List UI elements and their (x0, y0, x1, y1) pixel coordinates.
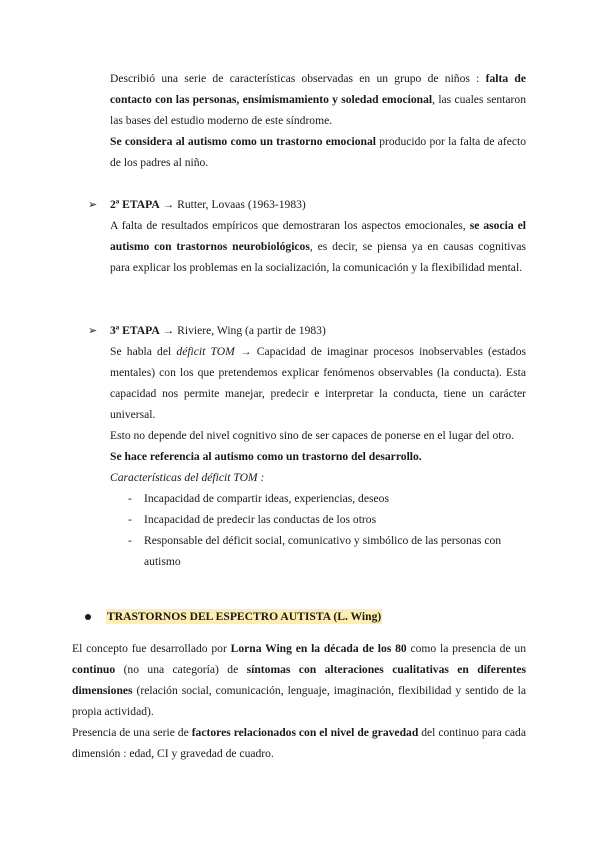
intro-emphasis: Se considera al autismo como un trastorno emocional (110, 135, 376, 148)
bullet-dot-icon (85, 614, 91, 620)
etapa-3-title: 3ª ETAPA (110, 324, 160, 337)
final-paragraph-1 (72, 638, 526, 722)
etapa-2-bold-text: se asocia el autismo con trastornos neurobiológicos (110, 219, 526, 253)
etapa-2-title-line (110, 194, 526, 215)
final-paragraph-2 (72, 722, 526, 764)
etapa-2-authors: Rutter, Lovaas (1963-1983) (177, 198, 306, 211)
etapa-2-paragraph (110, 215, 526, 278)
etapa-3-section (88, 320, 527, 572)
final-text-c: como la presencia de un (406, 642, 526, 655)
etapa-3-paragraph-2: Esto no depende del nivel cognitivo sino de ser capaces de ponerse en el lugar del otro. (110, 429, 515, 442)
tom-characteristics-list (110, 488, 526, 572)
etapa-2-title: 2ª ETAPA (110, 198, 160, 211)
etapa-3-title-line (110, 320, 526, 341)
final-text-h: Presencia de una serie de (72, 726, 192, 739)
final-bold-i: factores relacionados con el nivel de gravedad (191, 726, 419, 739)
right-arrow-icon: → (159, 324, 178, 337)
intro-block (110, 68, 526, 173)
list-item (110, 488, 526, 509)
arrow-bullet-icon: ➢ (88, 198, 98, 211)
intro-text: Describió una serie de características observadas en un grupo de niños : (110, 72, 486, 85)
intro-paragraph-1 (110, 68, 526, 131)
right-arrow-icon: → (234, 345, 257, 358)
etapa-3-text-end: Capacidad de imaginar procesos inobservables (estados mentales) con los que pretendemos explicar fenómenos observables (la conducta). Esta capacidad nos permite manejar, predecir e interpretar la conducta, tiene un carácter universal. (110, 345, 527, 421)
list-item-text: Incapacidad de predecir las conductas de los otros (144, 513, 377, 526)
list-title-text: Características del déficit TOM : (110, 471, 265, 484)
list-item-text: Incapacidad de compartir ideas, experiencias, deseos (144, 492, 389, 505)
etapa-3-authors: Riviere, Wing (a partir de 1983) (177, 324, 326, 337)
list-item (110, 530, 526, 572)
dash-bullet: - (128, 492, 132, 505)
right-arrow-icon: → (159, 198, 178, 211)
highlighted-heading: TRASTORNOS DEL ESPECTRO AUTISTA (L. Wing) (107, 610, 382, 623)
etapa-2-text-end: , es decir, se piensa ya en causas cognitivas para explicar los problemas en la socialización, la comunicación y la flexibilidad mental. (110, 240, 526, 274)
list-item-text: Responsable del déficit social, comunicativo y simbólico de las personas con autismo (144, 534, 502, 568)
final-bold-d: continuo (72, 663, 116, 676)
final-text-j: del continuo para cada dimensión : edad, CI y gravedad de cuadro. (72, 726, 526, 760)
etapa-2-section (88, 194, 526, 278)
list-item (110, 509, 526, 530)
dash-bullet: - (128, 513, 132, 526)
final-bold-b: Lorna Wing en la década de los 80 (230, 642, 407, 655)
arrow-bullet-icon: ➢ (88, 324, 98, 337)
final-text-a: El concepto fue desarrollado por (72, 642, 231, 655)
intro-text-2: producido por la falta de afecto de los padres al niño. (110, 135, 527, 169)
etapa-3-paragraph-3 (110, 446, 526, 467)
final-text-e: (no una categoría) de (115, 663, 247, 676)
etapa-3-text: Se habla del (110, 345, 177, 358)
tea-section-heading (88, 606, 382, 627)
intro-bold-text: falta de contacto con las personas, ensimismamiento y soledad emocional (110, 72, 526, 106)
dash-bullet: - (128, 534, 132, 547)
intro-paragraph-2 (110, 131, 526, 173)
etapa-3-bold-statement: Se hace referencia al autismo como un trastorno del desarrollo. (110, 450, 422, 463)
intro-text-end: , las cuales sentaron las bases del estudio moderno de este síndrome. (110, 93, 527, 127)
final-block (72, 638, 526, 764)
final-bold-f: síntomas con alteraciones cualitativas en diferentes dimensiones (72, 663, 526, 697)
etapa-3-italic-term: déficit TOM (176, 345, 235, 358)
final-text-g: (relación social, comunicación, lenguaje, imaginación, flexibilidad y sentido de la propia actividad). (72, 684, 526, 718)
etapa-3-paragraph-1 (110, 341, 526, 425)
etapa-3-list-title (110, 467, 526, 488)
etapa-2-text: A falta de resultados empíricos que demostraran los aspectos emocionales, (110, 219, 470, 232)
